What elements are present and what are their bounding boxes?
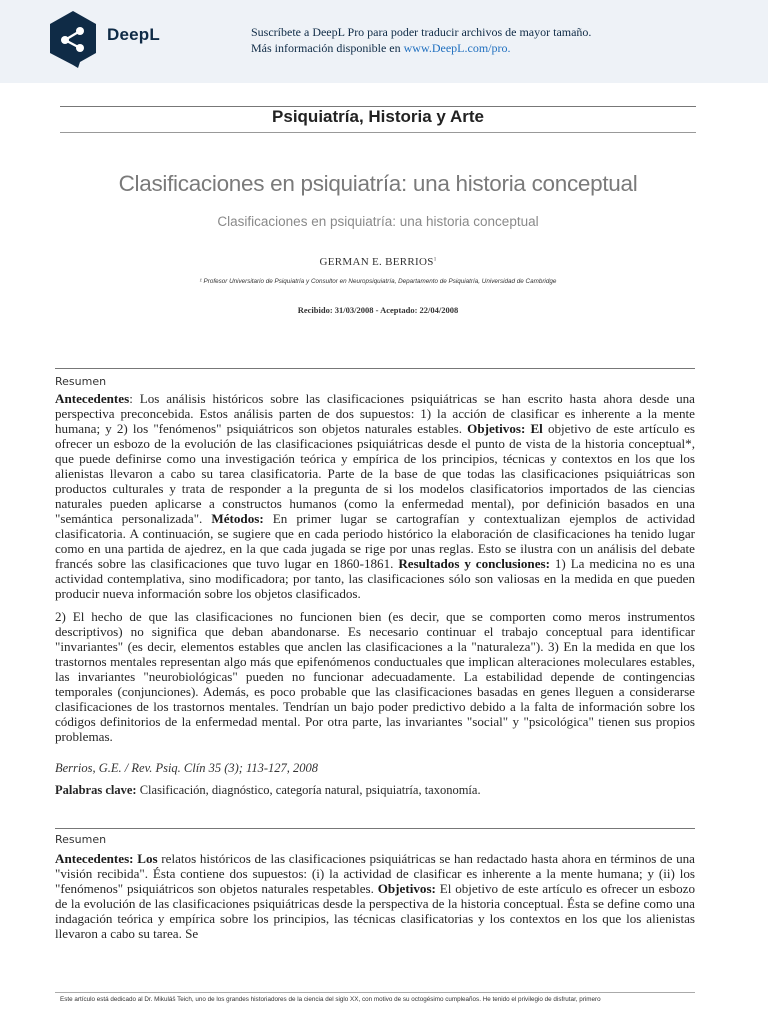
abstract-label: Resumen	[55, 375, 107, 388]
text-objetivos: objetivo de este artículo es ofrecer un esbozo de la evolución de las clasificaciones psiquiátricas desde el punto de vista de la historia conceptual*, que puede definirse como una investigación teórica y empírica de los principios, técnicas y contextos en los que los alienistas llevaron a cabo su tarea clasificatoria. Parte de la base de que todas las clasificaciones psiquiátricas son productos culturales y trata de responder a la pregunta de si los modelos clasificatorios importados de las ciencias naturales pueden aplicarse a constructos humanos (como la enfermedad mental), por definición basados en una "semántica personalizada".	[55, 421, 695, 526]
article-title: Clasificaciones en psiquiatría: una historia conceptual	[118, 171, 638, 196]
promo-line-2-prefix: Más información disponible en	[251, 41, 404, 55]
text-resultados: 1) La medicina no es una actividad contemplativa, sino modificadora; por tanto, las clasificaciones sólo son valiosas en la medida en que pueden producir nueva información sobre los objetos clasificados.	[55, 556, 695, 601]
text-antecedentes-2: relatos históricos de las clasificaciones psiquiátricas se han redactado hasta ahora en términos de una "visión recibida". Ésta contiene dos supuestos: (i) la actividad de clasificar es inherente a la mente humana; y (ii) los "fenómenos" psiquiátricos son objetos naturales respetables.	[55, 851, 695, 896]
footnote: Este artículo está dedicado al Dr. Mikuláš Teich, uno de los grandes historiadores de la ciencia del siglo XX, con motivo de su octogésimo cumpleaños. He tenido el privilegio de disfrutar, primero	[60, 996, 601, 1003]
abstract-label-2: Resumen	[55, 833, 107, 846]
promo-line-2	[251, 40, 591, 56]
author-affiliation: ¹ Profesor Universitario de Psiquiatría y Consultor en Neuropsiquiatría, Departamento de Psiquiatría, Universidad de Cambridge	[199, 278, 557, 285]
deepl-banner	[0, 0, 768, 83]
deepl-pro-link[interactable]: www.DeepL.com/pro.	[403, 41, 511, 55]
journal-name: Psiquiatría, Historia y Arte	[272, 107, 484, 126]
citation: Berrios, G.E. / Rev. Psiq. Clín 35 (3); 113-127, 2008	[55, 761, 319, 775]
heading-antecedentes-2: Antecedentes: Los	[55, 851, 158, 866]
author-text: GERMAN E. BERRIOS	[319, 256, 434, 268]
text-objetivos-2: El objetivo de este artículo es ofrecer un esbozo de la evolución de las clasificaciones psiquiátricas desde la perspectiva de la historia conceptual. Ésta se define como una indagación teórica y empírica sobre los principios, las técnicas clasificatorias y los contextos en los que los alienistas llevaron a cabo su tarea. Se	[55, 881, 695, 941]
journal-rule	[60, 132, 696, 133]
text-metodos: En primer lugar se cartografían y contextualizan ejemplos de actividad clasificatoria. A continuación, se sugiere que en cada periodo histórico la elaboración de clasificaciones ha tenido lugar como en una partida de ajedrez, en la que cada jugada se rige por unas reglas. Esto se ilustra con un análisis del debate francés sobre las clasificaciones que tuvo lugar en 1860-1861.	[55, 511, 695, 571]
text-antecedentes: : Los análisis históricos sobre las clasificaciones psiquiátricas se han escrito hasta ahora desde una perspectiva preconcebida. Estos análisis parten de dos supuestos: 1) la acción de clasificar es inherente a la mente humana; y 2) los "fenómenos" psiquiátricos son objetos naturales estables.	[55, 391, 695, 436]
author-superscript: 1	[433, 257, 437, 263]
heading-resultados: Resultados y conclusiones:	[398, 556, 550, 571]
abstract2-paragraph	[55, 851, 695, 941]
article-subtitle: Clasificaciones en psiquiatría: una historia conceptual	[217, 214, 539, 229]
footnote-rule	[55, 992, 695, 993]
received-accepted-dates: Recibido: 31/03/2008 - Aceptado: 22/04/2008	[297, 305, 459, 315]
abstract-rule-2	[55, 828, 695, 829]
heading-metodos: Métodos:	[211, 511, 264, 526]
heading-objetivos: Objetivos: El	[467, 421, 543, 436]
abstract-paragraph-1	[55, 391, 695, 601]
keywords	[55, 783, 481, 798]
keywords-label: Palabras clave:	[55, 783, 137, 797]
abstract-paragraph-2: 2) El hecho de que las clasificaciones no funcionen bien (es decir, que se comporten como meros instrumentos descriptivos) no significa que deban abandonarse. Es necesario continuar el trabajo conceptual para identificar "invariantes" (es decir, elementos estables que anclen las clasificaciones a la "naturaleza"). 3) En la medida en que los trastornos mentales representan algo más que epifenómenos conductuales que implican alteraciones moleculares estables, las invariantes "neurobiológicas" pueden no funcionar adecuadamente. La estabilidad depende de contingencias temporales (conjunciones). Además, es poco probable que las clasificaciones basadas en genes lleguen a considerarse clasificaciones de los trastornos mentales. Tendrían un bajo poder predictivo debido a la falta de información sobre los códigos definitorios de la enfermedad mental. Por otra parte, las invariantes "social" y "psicológica" tienen sus propios problemas.	[55, 609, 695, 744]
deepl-logo-icon[interactable]	[47, 9, 99, 69]
promo-line-1: Suscríbete a DeepL Pro para poder traducir archivos de mayor tamaño.	[251, 25, 592, 39]
author-name	[60, 256, 696, 268]
keywords-text: Clasificación, diagnóstico, categoría natural, psiquiatría, taxonomía.	[136, 783, 481, 797]
heading-objetivos-2: Objetivos:	[377, 881, 436, 896]
abstract-rule-1	[55, 368, 695, 369]
deepl-logo-text[interactable]: DeepL	[107, 25, 160, 44]
heading-antecedentes: Antecedentes	[55, 391, 130, 406]
pro-promo-text	[251, 24, 591, 56]
